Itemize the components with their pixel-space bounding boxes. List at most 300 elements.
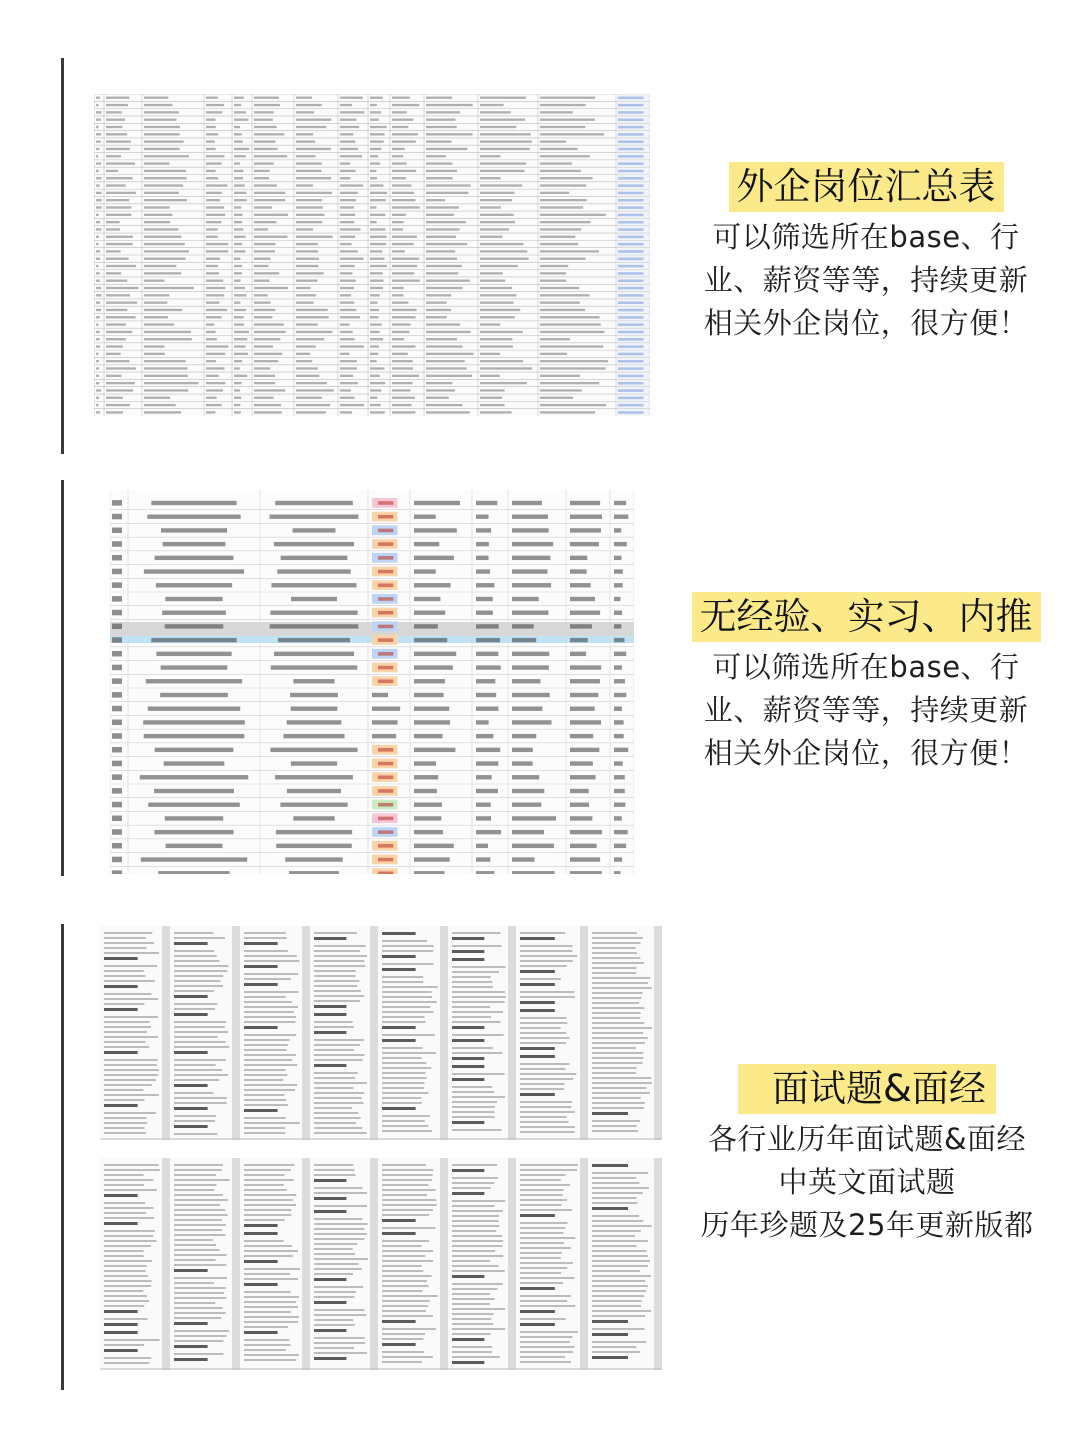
page-text-line (244, 1059, 292, 1061)
cell-text-mark (512, 679, 541, 683)
cell-text-mark (570, 611, 600, 615)
cell-text-mark (370, 316, 378, 318)
page-text-line (520, 945, 573, 947)
page-text-line (452, 1192, 484, 1195)
cell-text-mark (370, 184, 383, 186)
cell-text-mark (414, 611, 445, 615)
page-text-line (520, 1282, 563, 1284)
page-text-line (244, 1301, 296, 1303)
page-text-line (244, 1099, 286, 1101)
cell-text-mark (206, 140, 215, 142)
cell-text-mark (512, 611, 548, 615)
page-text-line (520, 1351, 573, 1353)
row-number-mark (112, 774, 122, 779)
cell-text-mark (234, 177, 243, 179)
cell-text-mark (392, 375, 419, 377)
cell-text-mark (414, 803, 442, 807)
page-text-line (104, 1184, 144, 1186)
page-text-line (314, 1054, 365, 1056)
page-text-line (104, 965, 157, 967)
cell-text-mark (106, 126, 122, 128)
page-text-line (592, 1072, 636, 1074)
cell-text-mark (144, 243, 185, 245)
cell-text-mark (144, 111, 179, 113)
page-text-line (244, 1079, 283, 1081)
cell-text-mark (254, 148, 278, 150)
cell-text-mark (540, 111, 573, 113)
cell-text-mark (540, 404, 606, 406)
cell-text-mark (540, 140, 566, 142)
cell-text-mark (540, 360, 608, 362)
cell-text-mark (570, 761, 593, 765)
level-tag-text-mark (378, 858, 393, 862)
page-text-line (592, 1240, 648, 1242)
page-text-line (104, 1331, 138, 1334)
cell-text-mark (254, 323, 284, 325)
cell-text-mark (540, 353, 567, 355)
page-text-line (314, 1342, 365, 1344)
level-tag-text-mark (378, 652, 393, 656)
cell-text-mark (570, 528, 601, 532)
cell-text-mark (340, 280, 356, 282)
cell-text-mark (480, 397, 502, 399)
cell-text-mark (106, 404, 130, 406)
cell-text-mark (144, 236, 181, 238)
cell-text-mark (106, 170, 118, 172)
cell-text-mark (234, 287, 245, 289)
page-text-line (520, 1318, 566, 1320)
cell-text-mark (160, 693, 228, 697)
page-text-line (382, 1039, 416, 1042)
cell-text-mark (570, 501, 600, 505)
page-text-line (314, 980, 359, 982)
page-fold-shadow (162, 1158, 170, 1370)
cell-text-mark (96, 199, 102, 201)
cell-text-mark (426, 192, 468, 194)
page-text-line (174, 1330, 229, 1332)
cell-text-mark (234, 272, 242, 274)
page-text-line (382, 1125, 428, 1127)
cell-text-mark (392, 192, 414, 194)
cell-text-mark (296, 192, 332, 194)
cell-text-mark (254, 192, 285, 194)
cell-text-mark (155, 556, 234, 560)
cell-text-mark (155, 748, 234, 752)
cell-text-mark (106, 250, 121, 252)
page-text-line (104, 1255, 144, 1257)
cell-text-mark (414, 597, 440, 601)
page-text-line (244, 1296, 299, 1298)
caption-line: 业、薪资等等，持续更新 (703, 693, 1029, 727)
cell-text-mark (540, 331, 604, 333)
cell-text-mark (480, 250, 527, 252)
page-text-line (244, 1268, 300, 1270)
cell-text-mark (144, 382, 199, 384)
page-text-line (174, 1214, 228, 1216)
cell-text-mark (540, 265, 568, 267)
page-text-line (382, 1240, 429, 1242)
cell-text-mark (426, 119, 456, 121)
page-text-line (382, 1107, 416, 1110)
page-text-line (520, 996, 575, 998)
cell-text-mark (370, 367, 384, 369)
cell-text-mark (296, 133, 313, 135)
level-tag-text-mark (378, 679, 393, 683)
page-text-line (382, 1280, 427, 1282)
cell-text-mark (234, 323, 244, 325)
cell-text-mark (540, 221, 590, 223)
page-text-line (520, 937, 555, 940)
cell-text-mark (370, 353, 378, 355)
page-text-line (244, 1189, 287, 1191)
cell-text-mark (96, 214, 99, 216)
page-text-line (592, 1002, 639, 1004)
page-text-line (314, 1253, 355, 1255)
level-tag-text-mark (378, 789, 393, 793)
cell-text-mark (234, 389, 240, 391)
cell-text-mark (234, 367, 240, 369)
cell-text-mark (512, 597, 539, 601)
cell-text-mark (276, 830, 352, 834)
cell-text-mark (96, 155, 98, 157)
row-number-mark (112, 514, 122, 519)
cell-text-mark (392, 126, 408, 128)
page-text-line (314, 995, 364, 997)
cell-text-mark (206, 389, 223, 391)
cell-text-mark (426, 221, 466, 223)
cell-text-mark (281, 556, 348, 560)
page-text-line (452, 1205, 495, 1207)
cell-text-mark (480, 119, 525, 121)
cell-text-mark (340, 184, 363, 186)
page-text-line (174, 965, 228, 967)
cell-text-mark (614, 720, 624, 724)
page-text-line (244, 1122, 300, 1124)
page-text-line (174, 990, 214, 992)
page-text-line (174, 1358, 208, 1361)
page-text-line (452, 1220, 498, 1222)
cell-text-mark (614, 583, 623, 587)
page-text-line (520, 1126, 575, 1128)
cell-text-mark (480, 323, 500, 325)
cell-text-mark (392, 221, 404, 223)
cell-text-mark (154, 789, 234, 793)
row-number-mark (112, 651, 122, 656)
page-text-line (104, 1310, 138, 1313)
cell-text-mark (426, 301, 447, 303)
page-text-line (592, 1192, 643, 1194)
page-text-line (244, 1044, 288, 1046)
page-text-line (592, 942, 641, 944)
cell-text-mark (206, 97, 218, 99)
row-number-mark (112, 870, 122, 874)
cell-text-mark (414, 556, 454, 560)
cell-text-mark (476, 542, 489, 546)
page-text-line (520, 1068, 565, 1070)
cell-text-mark (287, 720, 342, 724)
page-text-line (174, 1179, 229, 1181)
cell-text-mark (570, 638, 588, 642)
page-text-line (104, 1164, 159, 1166)
cell-text-mark (426, 133, 473, 135)
page-text-line (104, 1295, 147, 1297)
cell-text-mark (414, 720, 450, 724)
page-text-line (104, 1245, 151, 1247)
cell-text-mark (144, 258, 186, 260)
section-divider-bar (61, 480, 64, 876)
cell-text-mark (480, 338, 512, 340)
cell-text-mark (426, 250, 455, 252)
page-text-line (592, 967, 637, 969)
cell-text-mark (296, 184, 313, 186)
cell-text-mark (106, 184, 126, 186)
cell-text-mark (144, 272, 181, 274)
page-text-line (382, 1130, 432, 1132)
page-text-line (520, 978, 561, 980)
cell-text-mark (480, 111, 511, 113)
page-text-line (104, 1305, 144, 1307)
cell-text-mark (414, 761, 436, 765)
cell-text-mark (234, 345, 246, 347)
page-text-line (314, 1102, 363, 1104)
page-text-line (382, 1087, 424, 1089)
cell-text-mark (414, 857, 450, 861)
cell-text-mark (480, 184, 522, 186)
page-text-line (174, 1051, 208, 1054)
page-text-line (244, 1311, 291, 1313)
cell-text-mark (512, 734, 536, 738)
cell-text-mark (165, 816, 223, 820)
page-text-line (314, 1205, 367, 1207)
cell-text-mark (476, 515, 489, 519)
page-text-line (244, 1209, 291, 1211)
cell-text-mark (392, 170, 416, 172)
page-text-line (452, 1086, 492, 1088)
page-text-line (382, 1265, 422, 1267)
page-text-line (244, 1224, 278, 1227)
page-text-line (174, 1340, 223, 1342)
cell-text-mark (370, 214, 385, 216)
cell-text-mark (540, 97, 595, 99)
page-text-line (104, 985, 138, 988)
cell-text-mark (234, 265, 242, 267)
cell-text-mark (340, 316, 360, 318)
page-text-line (244, 1359, 296, 1361)
cell-text-mark (254, 309, 275, 311)
cell-text-mark (392, 184, 411, 186)
level-tag-text-mark (378, 638, 393, 642)
page-text-line (244, 950, 288, 952)
cell-text-mark (540, 162, 572, 164)
page-text-line (104, 1059, 158, 1061)
level-tag-text-mark (378, 871, 393, 874)
cell-text-mark (426, 353, 473, 355)
cell-text-mark (206, 287, 225, 289)
cell-text-mark (426, 214, 454, 216)
row-number-mark (112, 747, 122, 752)
cell-text-mark (234, 199, 247, 201)
cell-text-mark (392, 287, 404, 289)
cell-text-mark (296, 389, 334, 391)
page-text-line (520, 1009, 555, 1012)
page-text-line (314, 990, 361, 992)
cell-text-mark (426, 280, 470, 282)
page-text-line (520, 1277, 574, 1279)
page-text-line (452, 1288, 497, 1290)
cell-text-mark (296, 170, 321, 172)
page-text-line (452, 1328, 505, 1330)
level-tag-text-mark (378, 570, 393, 574)
page-text-line (592, 1346, 636, 1348)
page-text-line (104, 1099, 144, 1101)
row-number-mark (112, 555, 122, 560)
spreadsheet-thumbnail-1 (94, 94, 650, 416)
cell-text-mark (372, 734, 396, 738)
page-text-line (244, 1132, 285, 1134)
cell-text-mark (392, 389, 410, 391)
page-text-line (520, 1001, 555, 1004)
page-text-line (520, 1179, 561, 1181)
cell-text-mark (392, 148, 405, 150)
cell-text-mark (96, 258, 100, 260)
page-text-line (452, 986, 493, 988)
cell-text-mark (426, 148, 467, 150)
cell-text-mark (512, 789, 544, 793)
cell-text-mark (106, 111, 122, 113)
cell-text-mark (234, 126, 240, 128)
page-text-line (174, 1069, 222, 1071)
cell-text-mark (206, 162, 222, 164)
cell-text-mark (392, 111, 407, 113)
page-text-line (452, 1052, 502, 1054)
level-tag-text-mark (378, 666, 393, 670)
page-text-line (314, 1197, 346, 1200)
cell-text-mark (234, 404, 240, 406)
page-text-line (104, 1362, 149, 1364)
page-text-line (592, 1057, 644, 1059)
cell-text-mark (96, 236, 99, 238)
page-text-line (314, 1077, 355, 1079)
page-text-line (314, 1337, 365, 1339)
page-text-line (174, 975, 223, 977)
cell-text-mark (234, 214, 243, 216)
page-text-line (520, 965, 567, 967)
page-text-line (104, 1026, 151, 1028)
cell-text-mark (144, 353, 165, 355)
cell-text-mark (144, 287, 194, 289)
cell-text-mark (512, 583, 551, 587)
cell-text-mark (254, 411, 282, 413)
page-text-line (452, 1356, 500, 1358)
page-text-line (174, 1353, 223, 1355)
page-text-line (520, 1247, 571, 1249)
page-text-line (382, 986, 438, 988)
cell-text-mark (476, 775, 492, 779)
page-text-line (592, 937, 643, 939)
page-text-line (244, 1184, 284, 1186)
cell-text-mark (476, 748, 500, 752)
page-text-line (452, 1303, 490, 1305)
cell-text-mark (296, 199, 322, 201)
page-text-line (382, 996, 432, 998)
page-text-line (592, 1062, 643, 1064)
cell-text-mark (426, 155, 446, 157)
cell-text-mark (254, 214, 288, 216)
page-text-line (382, 1315, 433, 1317)
page-text-line (520, 1341, 570, 1343)
cell-text-mark (296, 126, 326, 128)
page-text-line (452, 1177, 498, 1179)
page-text-line (382, 1199, 436, 1201)
cell-text-mark (614, 515, 628, 519)
level-tag-text-mark (378, 597, 393, 601)
cell-text-mark (296, 287, 310, 289)
cell-text-mark (426, 331, 471, 333)
cell-text-mark (296, 119, 331, 121)
cell-text-mark (206, 272, 219, 274)
page-text-line (592, 932, 637, 934)
page-text-line (244, 1021, 295, 1023)
page-text-line (314, 1352, 367, 1354)
page-text-line (104, 1117, 146, 1119)
cell-text-mark (512, 830, 544, 834)
cell-text-mark (414, 830, 443, 834)
page-text-line (174, 1021, 226, 1023)
cell-text-mark (296, 258, 319, 260)
cell-text-mark (570, 679, 600, 683)
level-tag-text-mark (378, 583, 393, 587)
cell-text-mark (206, 367, 225, 369)
page-text-line (314, 950, 360, 952)
cell-text-mark (144, 133, 180, 135)
cell-text-mark (234, 353, 248, 355)
page-text-line (174, 1031, 228, 1033)
cell-text-mark (296, 104, 322, 106)
cell-text-mark (144, 155, 189, 157)
page-text-line (452, 1346, 492, 1348)
cell-text-mark (426, 272, 458, 274)
cell-text-mark (426, 140, 452, 142)
page-text-line (382, 968, 416, 971)
page-text-line (520, 1106, 571, 1108)
cell-text-mark (614, 638, 624, 642)
page-text-line (520, 991, 574, 993)
page-text-line (382, 1232, 416, 1235)
cell-text-mark (614, 816, 622, 820)
cell-text-mark (96, 119, 101, 121)
page-text-line (244, 1179, 294, 1181)
page-text-line (382, 1295, 438, 1297)
page-text-line (104, 1069, 159, 1071)
cell-text-mark (370, 404, 381, 406)
page-text-line (104, 1127, 144, 1129)
page-text-line (520, 1204, 562, 1206)
cell-text-mark (234, 97, 244, 99)
page-text-line (520, 1017, 566, 1019)
cell-text-mark (254, 280, 269, 282)
cell-text-mark (370, 397, 377, 399)
cell-text-mark (254, 236, 288, 238)
level-tag-text-mark (378, 501, 393, 505)
cell-text-mark (540, 338, 570, 340)
page-text-line (592, 1230, 641, 1232)
cell-text-mark (106, 309, 127, 311)
cell-text-mark (414, 501, 460, 505)
page-text-line (452, 1039, 484, 1042)
cell-text-mark (340, 155, 362, 157)
page-text-line (520, 1194, 563, 1196)
cell-text-mark (614, 830, 628, 834)
